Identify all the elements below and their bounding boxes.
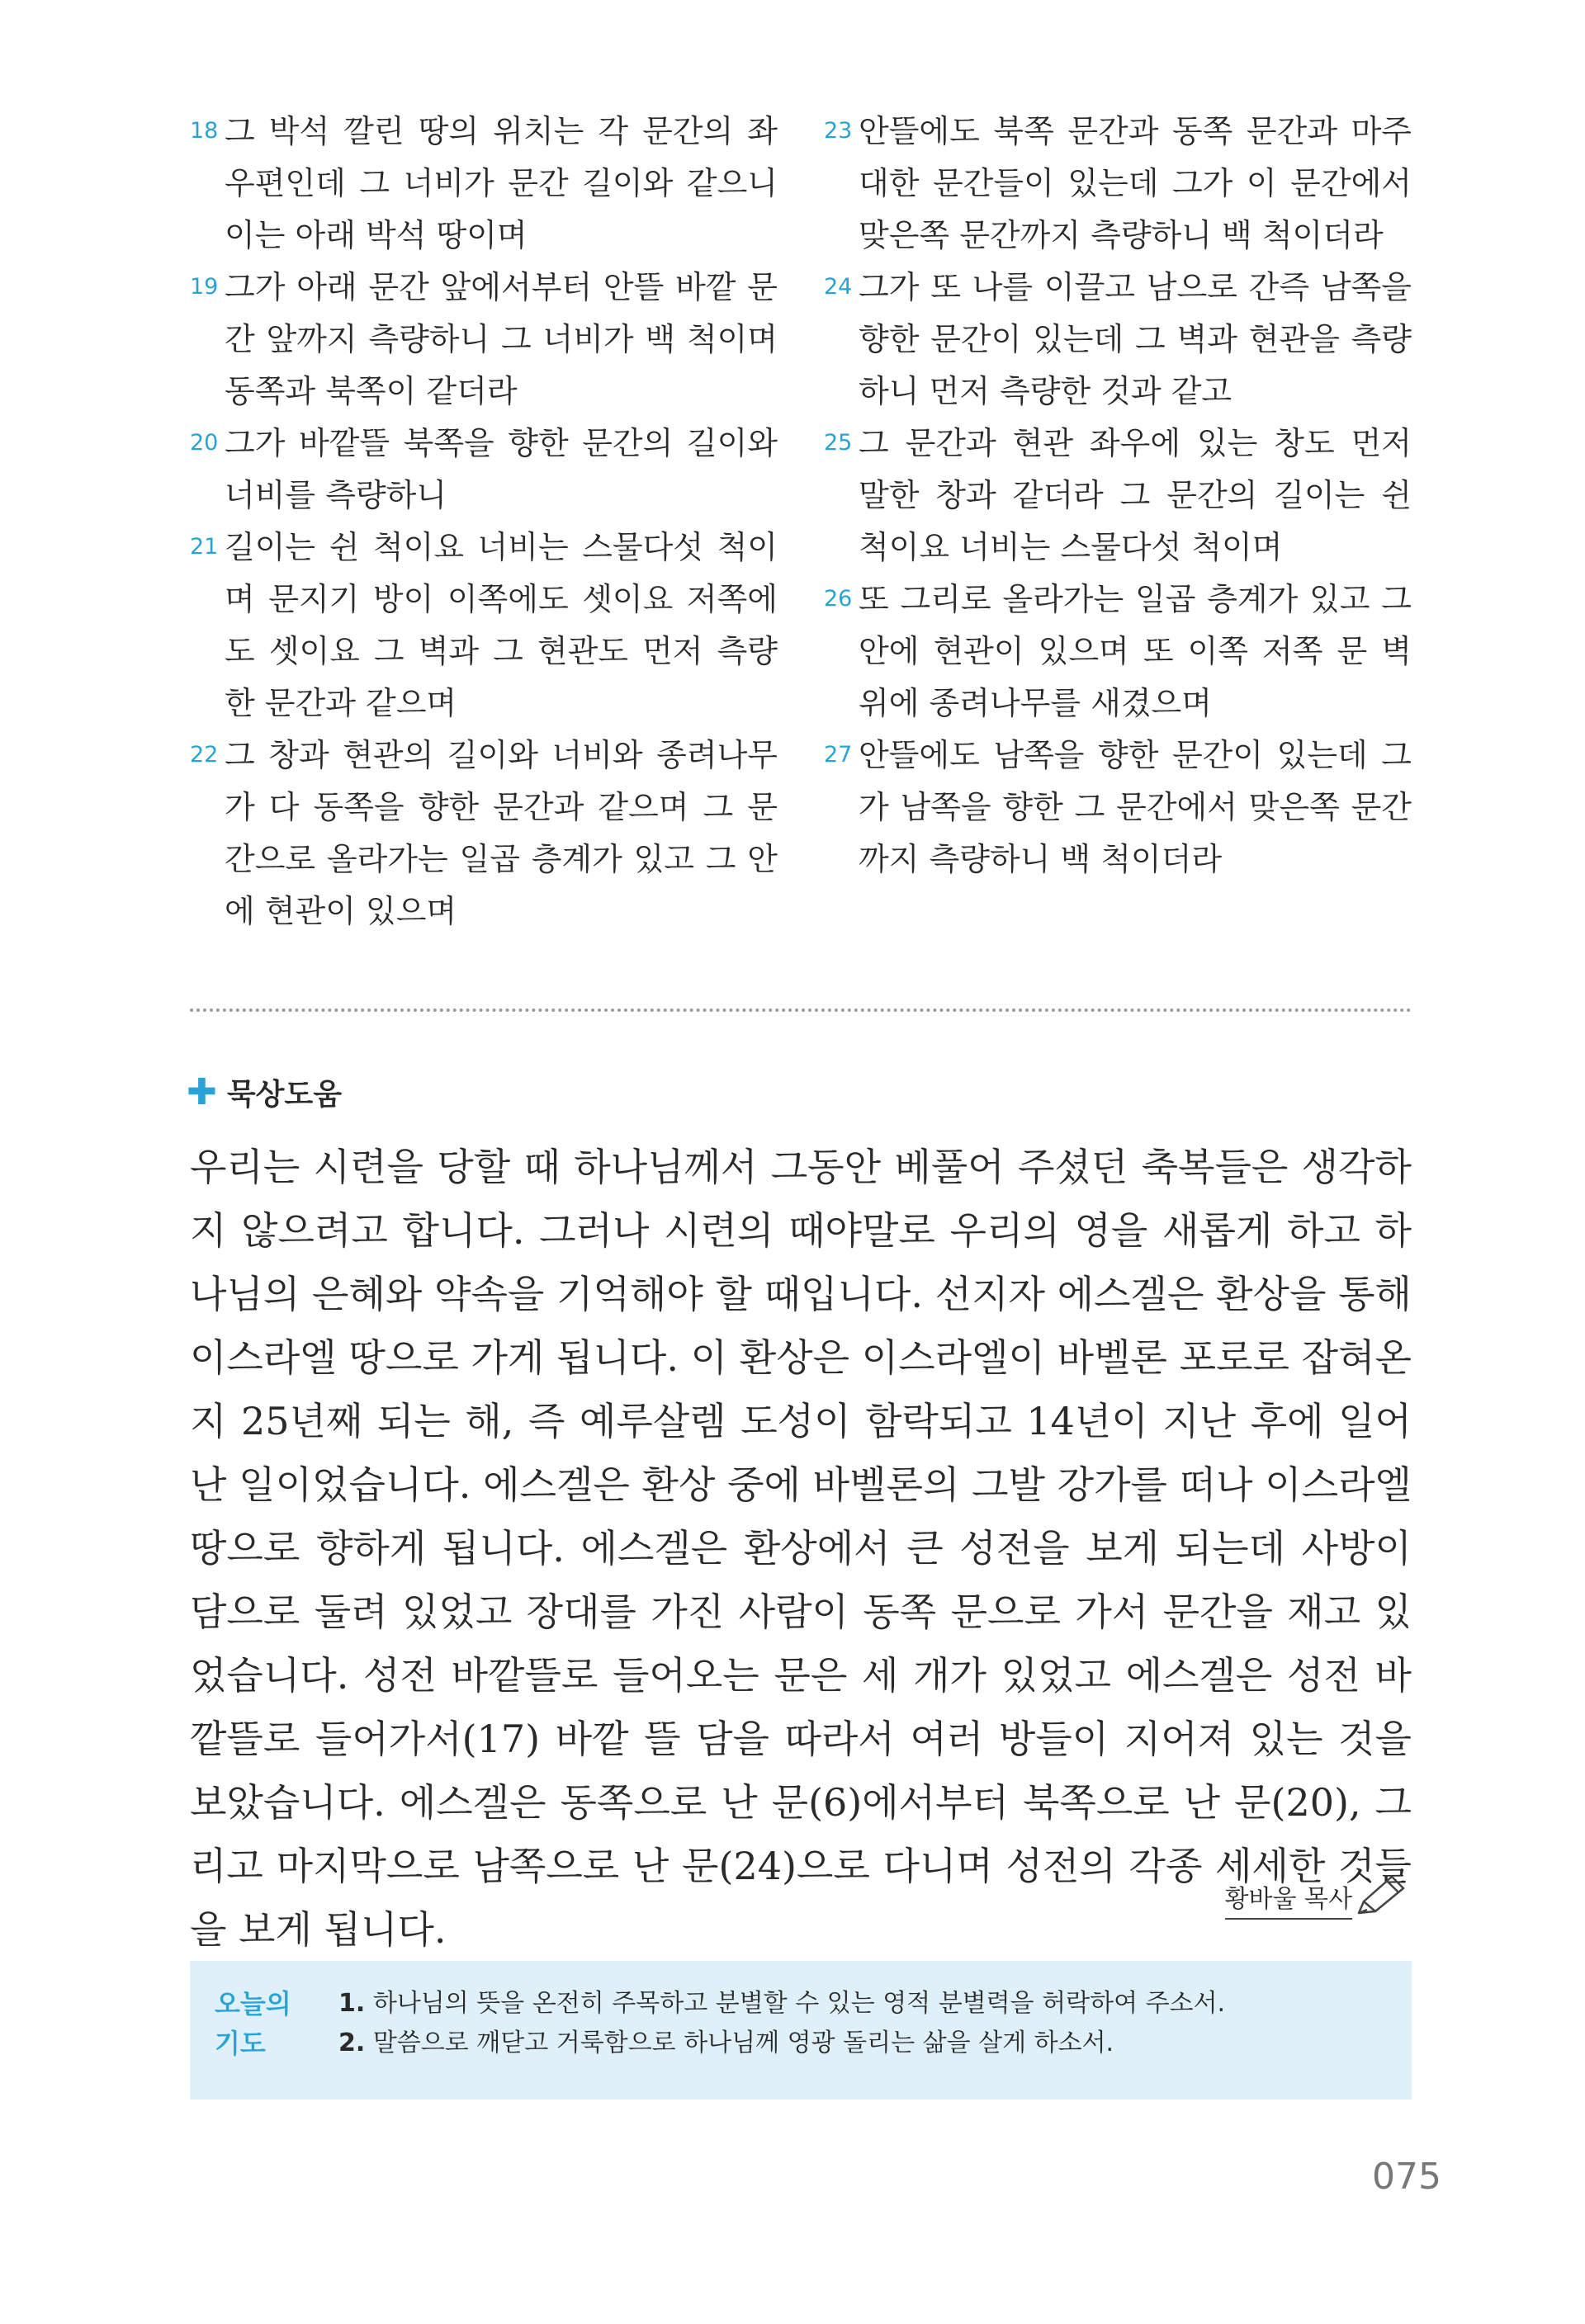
verse [190,262,778,418]
verse-number: 26 [824,586,853,612]
verse [824,106,1412,262]
verse-text: 그 문간과 현관 좌우에 있는 창도 먼저 말한 창과 같더라 그 문간의 길이는 쉰 척이요 너비는 스물다섯 척이며 [859,425,1412,565]
verse-text: 또 그리로 올라가는 일곱 층계가 있고 그 안에 현관이 있으며 또 이쪽 저쪽 문 벽 위에 종려나무를 새겼으며 [859,581,1412,721]
verse-text: 길이는 쉰 척이요 너비는 스물다섯 척이며 문지기 방이 이쪽에도 셋이요 저쪽에도 셋이요 그 벽과 그 현관도 먼저 측량한 문간과 같으며 [225,529,778,721]
prayer-label [215,1984,338,2100]
prayer-item [338,1984,1387,2024]
page-number: 075 [1372,2156,1441,2198]
verse [190,106,778,262]
prayer-item-text: 하나님의 뜻을 온전히 주목하고 분별할 수 있는 영적 분별력을 허락하여 주소서. [372,1989,1226,2018]
verse-number: 23 [824,118,853,144]
prayer-item-text: 말씀으로 깨닫고 거룩함으로 하나님께 영광 돌리는 삶을 살게 하소서. [372,2029,1114,2057]
verse-number: 27 [824,742,853,768]
verse [190,418,778,522]
meditation-title: 묵상도움 [226,1078,342,1112]
verse-text: 안뜰에도 남쪽을 향한 문간이 있는데 그가 남쪽을 향한 그 문간에서 맞은쪽 문간까지 측량하니 백 척이더라 [859,737,1412,877]
prayer-item-number: 1. [338,1989,366,2018]
scripture-verses [190,106,1412,938]
verses-right-column [824,106,1412,938]
verse [824,262,1412,418]
verse [824,730,1412,886]
pencil-icon [1354,1872,1412,1920]
dotted-divider [190,1008,1412,1012]
prayer-label-line2: 기도 [215,2028,266,2059]
verse-text: 그가 또 나를 이끌고 남으로 간즉 남쪽을 향한 문간이 있는데 그 벽과 현관을 측량하니 먼저 측량한 것과 같고 [859,269,1412,409]
prayer-box [190,1961,1412,2100]
verse [824,574,1412,730]
verse-number: 22 [190,742,219,768]
verse [190,730,778,938]
verses-left-column [190,106,778,938]
verse-number: 21 [190,534,219,560]
verse-number: 25 [824,430,853,456]
verse-text: 안뜰에도 북쪽 문간과 동쪽 문간과 마주 대한 문간들이 있는데 그가 이 문간에서 맞은쪽 문간까지 측량하니 백 척이더라 [859,113,1412,253]
meditation-heading [187,1071,342,1113]
verse-text: 그가 아래 문간 앞에서부터 안뜰 바깥 문간 앞까지 측량하니 그 너비가 백 척이며 동쪽과 북쪽이 같더라 [225,269,778,409]
verse-number: 24 [824,274,853,300]
verse [190,522,778,730]
verse-text: 그 창과 현관의 길이와 너비와 종려나무가 다 동쪽을 향한 문간과 같으며 그 문간으로 올라가는 일곱 층계가 있고 그 안에 현관이 있으며 [225,737,778,929]
author-signature [1225,1872,1412,1920]
prayer-item-number: 2. [338,2029,366,2057]
author-name: 황바울 목사 [1225,1878,1352,1920]
prayer-items [338,1984,1387,2100]
verse-number: 20 [190,430,219,456]
verse-text: 그 박석 깔린 땅의 위치는 각 문간의 좌우편인데 그 너비가 문간 길이와 같으니 이는 아래 박석 땅이며 [225,113,778,253]
plus-icon: ✚ [187,1070,217,1113]
verse-number: 19 [190,274,219,300]
prayer-label-line1: 오늘의 [215,1988,291,2019]
meditation-body: 우리는 시련을 당할 때 하나님께서 그동안 베풀어 주셨던 축복들은 생각하지 않으려고 합니다. 그러나 시련의 때야말로 우리의 영을 새롭게 하고 하나님의 은혜와 약속을 기억해야 할 때입니다. 선지자 에스겔은 환상을 통해 이스라엘 땅으로 가게 됩니다. 이 환상은 이스라엘이 바벨론 포로로 잡혀온 지 25년째 되는 해, 즉 예루살렘 도성이 함락되고 14년이 지난 후에 일어난 일이었습니다. 에스겔은 환상 중에 바벨론의 그발 강가를 떠나 이스라엘 땅으로 향하게 됩니다. 에스겔은 환상에서 큰 성전을 보게 되는데 사방이 담으로 둘려 있었고 장대를 가진 사람이 동쪽 문으로 가서 문간을 재고 있었습니다. 성전 바깥뜰로 들어오는 문은 세 개가 있었고 에스겔은 성전 바깥뜰로 들어가서(17) 바깥 뜰 담을 따라서 여러 방들이 지어져 있는 것을 보았습니다. 에스겔은 동쪽으로 난 문(6)에서부터 북쪽으로 난 문(20), 그리고 마지막으로 남쪽으로 난 문(24)으로 다니며 성전의 각종 세세한 것들을 보게 됩니다. [190,1145,1412,1952]
prayer-item [338,2024,1387,2063]
verse-text: 그가 바깥뜰 북쪽을 향한 문간의 길이와 너비를 측량하니 [225,425,778,513]
verse [824,418,1412,574]
verse-number: 18 [190,118,219,144]
